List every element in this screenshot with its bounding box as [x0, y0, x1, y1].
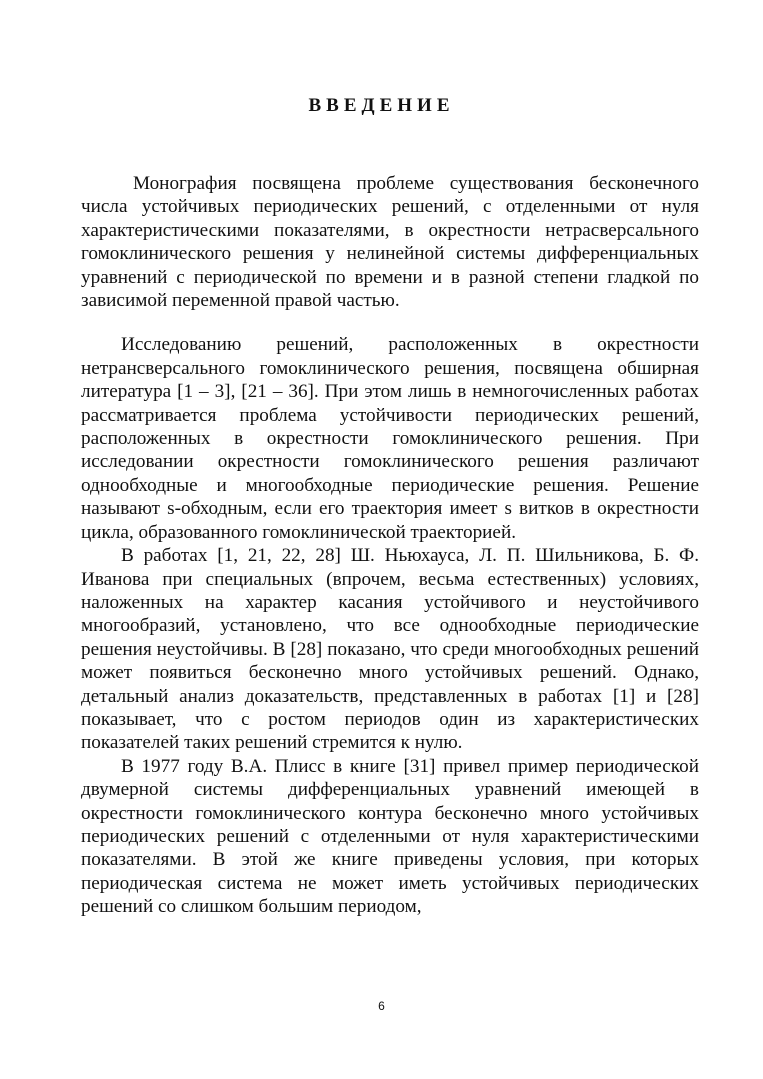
page-number: 6: [378, 999, 385, 1013]
paragraph-1: Монография посвящена проблеме существования бесконечного числа устойчивых периодических решений, с отделенными от нуля характеристическими показателями, в окрестности нетрасверсального гомоклинического решения у нелинейной системы дифференциальных уравнений с периодической по времени и в разной степени гладкой по зависимой переменной правой частью.: [81, 173, 699, 312]
paragraph-3: В работах [1, 21, 22, 28] Ш. Ньюхауса, Л. П. Шильникова, Б. Ф. Иванова при специальных (впрочем, весьма естественных) условиях, наложенных на характер касания устойчивого и неустойчивого многообразий, установлено, что все однообходные периодические решения неустойчивы. В [28] показано, что среди многообходных решений может появиться бесконечно много устойчивых решений. Однако, детальный анализ доказательств, представленных в работах [1] и [28] показывает, что с ростом периодов один из характеристических показателей таких решений стремится к нулю.: [81, 545, 699, 754]
body-text: [81, 172, 699, 919]
page-title: ВВЕДЕНИЕ: [308, 95, 455, 116]
paragraph-2: Исследованию решений, расположенных в окрестности нетрансверсального гомоклинического решения, посвящена обширная литература [1 – 3], [21 – 36]. При этом лишь в немногочисленных работах рассматривается проблема устойчивости периодических решений, расположенных в окрестности гомоклинического решения. При исследовании окрестности гомоклинического решения различают однообходные и многообходные периодические решения. Решение называют s-обходным, если его траектория имеет s витков в окрестности цикла, образованного гомоклинической траекторией.: [81, 334, 699, 543]
paragraph-4: В 1977 году В.А. Плисс в книге [31] привел пример периодической двумерной системы дифференциальных уравнений имеющей в окрестности гомоклинического контура бесконечно много устойчивых периодических решений с отделенными от нуля характеристическими показателями. В этой же книге приведены условия, при которых периодическая система не может иметь устойчивых периодических решений со слишком большим периодом,: [81, 755, 699, 918]
